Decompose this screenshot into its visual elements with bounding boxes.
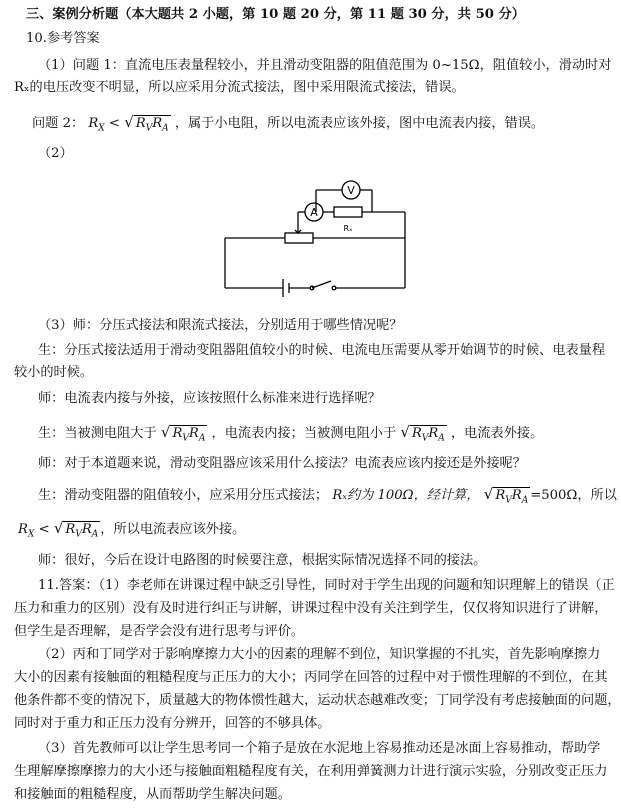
sqrt-symbol: √ xyxy=(160,423,171,441)
resistor-rx xyxy=(334,207,362,217)
math-ra-sub: A xyxy=(91,529,99,540)
switch-lever xyxy=(312,281,331,288)
q11-line3: 但学生是否理解，是否学会没有进行思考与评价。 xyxy=(14,624,305,639)
math-lt: < xyxy=(108,116,120,131)
q11-line2: 压力和重力的区别）没有及时进行纠正与讲解，讲课过程中没有关注到学生，仅仅将知识进行了讲解， xyxy=(14,601,608,616)
math-rx: R xyxy=(88,116,99,131)
math-rx: R xyxy=(18,522,28,537)
math-ra-sub: A xyxy=(438,433,445,444)
math-rx-sub: X xyxy=(27,529,35,540)
math-ra-sub: A xyxy=(198,433,206,444)
math-rv: R xyxy=(172,426,183,441)
math-ra: R xyxy=(81,522,92,537)
math-rv-sub: V xyxy=(182,433,189,444)
q10-p3-question: （3）师：分压式接法和限流式接法，分别适用于哪些情况呢？ xyxy=(38,318,403,333)
sqrt-radicand xyxy=(170,425,207,444)
resistor-rx-label: Rₓ xyxy=(343,224,353,233)
q11-line1: 11.答案：（1）李老师在讲课过程中缺乏引导性，同时对于学生出现的问题和知识理解上的错误（正 xyxy=(38,578,615,593)
voltmeter-label: V xyxy=(347,184,355,197)
answer3-prefix: 生：滑动变阻器的阻值较小，应采用分压式接法； xyxy=(38,488,329,503)
answer3-suffix: =500Ω，所以 xyxy=(530,488,617,503)
sqrt-symbol: √ xyxy=(53,519,64,537)
sqrt-symbol: √ xyxy=(124,113,134,131)
answer3-line2-suffix: ，所以电流表应该外接。 xyxy=(100,522,246,537)
math-ra-sub: A xyxy=(521,495,529,506)
math-rv-sub: V xyxy=(145,123,153,134)
q10-part2-label: （2） xyxy=(38,146,73,161)
answer2-suffix: ，电流表外接。 xyxy=(451,426,544,441)
q10-p1-line2: Rₓ的电压改变不明显，所以应采用分流式接法，图中采用限流式接法，错误。 xyxy=(14,80,465,95)
math-rv: R xyxy=(411,426,422,441)
math-rv: R xyxy=(135,116,146,131)
q10-p3-answer3-line2 xyxy=(18,520,245,543)
ammeter-label: A xyxy=(310,206,318,219)
q11-line9: 生理解摩擦摩擦力的大小还与接触面粗糙程度有关，在利用弹簧测力计进行演示实验，分别改变正压力 xyxy=(14,764,608,779)
q10-p2-suffix: ，属于小电阻，所以电流表应该外接，图中电流表内接，错误。 xyxy=(174,116,545,131)
math-rx-sub: X xyxy=(98,123,105,134)
math-rv: R xyxy=(65,522,76,537)
q10-p3-question2: 师：电流表内接与外接，应该按照什么标准来进行选择呢？ xyxy=(38,391,381,406)
q10-p3-end: 师：很好，今后在设计电路图的时候要注意，根据实际情况选择不同的接法。 xyxy=(38,553,487,568)
math-rv-sub: V xyxy=(421,433,429,444)
rheostat-slider-arrow xyxy=(295,228,301,233)
q10-p3-answer-line1: 生：分压式接法适用于滑动变阻器阻值较小的时候、电流电压需要从零开始调节的时候、电表量程 xyxy=(38,343,606,358)
q10-p3-question3: 师：对于本道题来说，滑动变阻器应该采用什么接法？电流表应该内接还是外接呢？ xyxy=(38,456,526,471)
math-lt: < xyxy=(38,522,50,537)
math-ra: R xyxy=(152,116,163,131)
q10-p1-line1: （1）问题 1：直流电压表量程较小，并且滑动变阻器的阻值范围为 0~15Ω，阻值较小，滑动时对 xyxy=(38,58,612,73)
math-rv-sub: V xyxy=(75,529,82,540)
math-ra-sub: A xyxy=(162,123,169,134)
math-ra: R xyxy=(188,426,199,441)
q11-line8: （3）首先教师可以让学生思考同一个箱子是放在水泥地上容易推动还是冰面上容易推动，帮助学 xyxy=(38,741,601,756)
q11-line5: 大小的因素有接触面的粗糙程度与正压力的大小；丙同学在回答的过程中对于惯性理解的不到位，在其 xyxy=(14,670,608,685)
q10-p2-prefix: 问题 2： xyxy=(32,116,85,131)
q10-title: 10.参考答案 xyxy=(26,31,100,46)
q10-p3-answer2 xyxy=(38,424,543,447)
math-rv-sub: V xyxy=(505,495,512,506)
q10-p3-answer3 xyxy=(38,486,617,509)
sqrt-radicand xyxy=(493,487,530,506)
q11-line4: （2）丙和丁同学对于影响摩擦力大小的因素的理解不到位，知识掌握的不扎实，首先影响摩擦力 xyxy=(38,647,601,662)
math-ra: R xyxy=(511,488,522,503)
sqrt-radicand xyxy=(410,425,447,444)
q11-line6: 他条件都不变的情况下，质量越大的物体惯性越大，运动状态越难改变；丁同学没有考虑接触面的问题， xyxy=(14,693,621,708)
q11-line7: 同时对于重力和正压力没有分辨开，回答的不够具体。 xyxy=(14,716,331,731)
math-ra: R xyxy=(428,426,439,441)
sqrt-symbol: √ xyxy=(400,423,410,441)
sqrt-symbol: √ xyxy=(483,485,494,503)
sqrt-radicand xyxy=(63,521,100,540)
q10-p3-answer-line2: 较小的时候。 xyxy=(14,365,94,380)
answer2-prefix: 生：当被测电阻大于 xyxy=(38,426,157,441)
rheostat xyxy=(285,233,313,243)
answer2-mid: ，电流表内接；当被测电阻小于 xyxy=(211,426,397,441)
math-rv: R xyxy=(495,488,506,503)
section-heading: 三、案例分析题（本大题共 2 小题，第 10 题 20 分，第 11 题 30 分，共 50 分） xyxy=(26,7,525,22)
answer3-rx: Rₓ约为 100Ω，经计算， xyxy=(332,488,480,503)
q11-line10: 和接触面的粗糙程度，从而帮助学生解决问题。 xyxy=(14,787,291,802)
switch-contact xyxy=(332,286,336,290)
